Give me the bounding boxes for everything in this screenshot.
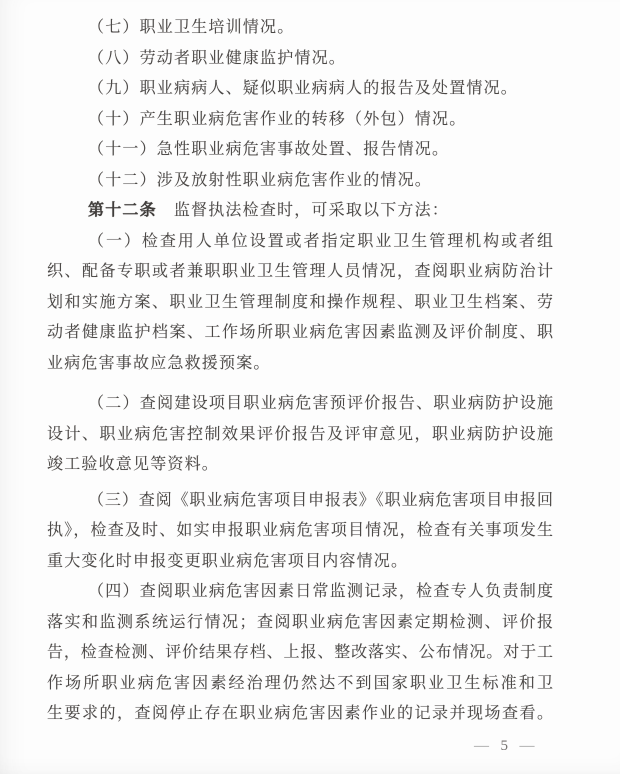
document-line: 设计、职业病危害控制效果评价报告及评审意见，职业病防护设施: [47, 425, 553, 443]
paragraph-2: [47, 389, 553, 481]
paragraph-3: [47, 486, 553, 578]
document-line: （三）查阅《职业病危害项目申报表》《职业病危害项目申报回: [88, 491, 553, 509]
clause-list: [47, 13, 553, 196]
document-line: 织、配备专职或者兼职职业卫生管理人员情况，查阅职业病防治计: [47, 263, 553, 280]
article-12-heading: [47, 196, 553, 227]
clause-item-10: （十）产生职业病危害作业的转移（外包）情况。: [88, 110, 467, 128]
page-number-dash-right: —: [519, 738, 535, 754]
clause-item-7: （七）职业卫生培训情况。: [88, 19, 295, 36]
document-line: 作场所职业病危害因素经治理仍然达不到国家职业卫生标准和卫: [47, 674, 553, 692]
clause-item-9: （九）职业病病人、疑似职业病病人的报告及处置情况。: [88, 80, 519, 97]
clause-item-8: （八）劳动者职业健康监护情况。: [88, 49, 347, 67]
document-line: 落实和监测系统运行情况；查阅职业病危害因素定期检测、评价报: [47, 613, 553, 631]
document-line: （四）查阅职业病危害因素日常监测记录，检查专人负责制度: [88, 583, 553, 600]
document-line: 业病危害事故应急救援预案。: [47, 354, 271, 372]
article-intro: 监督执法检查时，可采取以下方法：: [173, 202, 450, 219]
document-line: 划和实施方案、职业卫生管理制度和操作规程、职业卫生档案、劳: [47, 293, 553, 311]
document-line: （二）查阅建设项目职业病危害预评价报告、职业病防护设施: [88, 395, 553, 412]
document-line: 动者健康监护档案、工作场所职业病危害因素监测及评价制度、职: [47, 324, 553, 341]
page-number-value: 5: [500, 738, 509, 754]
document-line: 生要求的，查阅停止存在职业病危害因素作业的记录并现场查看。: [47, 705, 553, 722]
paragraph-4: [47, 577, 553, 730]
page-number-dash-left: —: [474, 738, 490, 754]
clause-item-11: （十一）急性职业病危害事故处置、报告情况。: [88, 141, 450, 158]
paragraph-1: [47, 227, 553, 380]
article-number: 第十二条: [88, 202, 157, 219]
document-line: （一）检查用人单位设置或者指定职业卫生管理机构或者组: [88, 232, 553, 250]
page-number: [474, 733, 535, 759]
document-line: 重大变化时申报变更职业病危害项目内容情况。: [47, 552, 409, 570]
document-line: 告，检查检测、评价结果存档、上报、整改落实、公布情况。对于工: [47, 644, 553, 661]
document-line: 执》，检查及时、如实申报职业病危害项目情况，检查有关事项发生: [47, 522, 553, 539]
document-line: 竣工验收意见等资料。: [47, 456, 220, 473]
clause-item-12: （十二）涉及放射性职业病危害作业的情况。: [88, 171, 433, 189]
